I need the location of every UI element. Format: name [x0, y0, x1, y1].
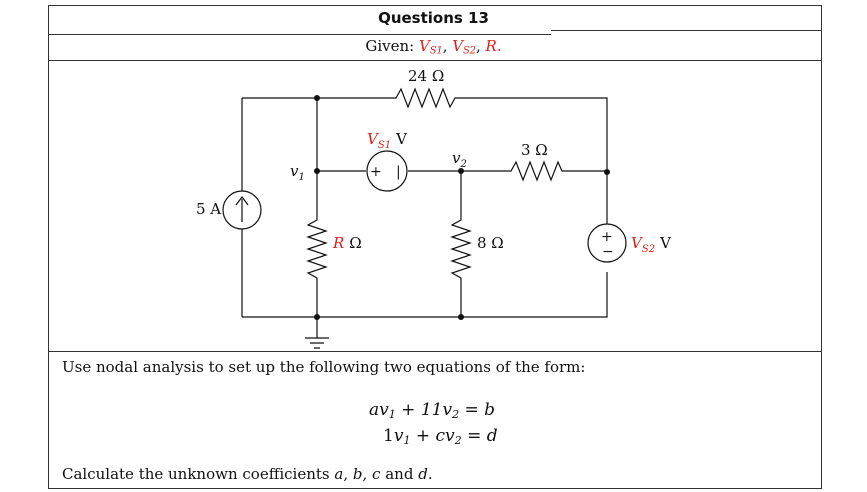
- title-divider-right: [551, 30, 822, 31]
- resistor-r: [308, 216, 326, 284]
- var-a: a: [334, 465, 344, 483]
- instruction-text: Use nodal analysis to set up the following two equations of the form:: [62, 358, 586, 376]
- vs1-minus: |: [396, 164, 401, 180]
- resistor-24ohm: [317, 89, 458, 107]
- calculate-text: [62, 465, 433, 483]
- question-title: Questions 13: [378, 9, 489, 27]
- label-node-v2: $v_2$: [452, 149, 467, 170]
- calc-prefix: Calculate the unknown coefficients: [62, 465, 335, 483]
- node-dot: [314, 95, 320, 101]
- wire-top-right: [458, 98, 607, 172]
- resistor-3ohm: [507, 162, 565, 180]
- given-r: R: [485, 37, 497, 55]
- given-separator: ,: [476, 37, 486, 55]
- title-divider: [48, 34, 551, 35]
- var-d: d: [418, 465, 428, 483]
- equation-1: $av_1 + 11v_2 = b$: [369, 400, 496, 421]
- resistor-8ohm: [452, 216, 470, 284]
- calc-and: and: [380, 465, 419, 483]
- node-dot: [314, 314, 320, 320]
- node-dot: [314, 168, 320, 174]
- label-24ohm: 24 Ω: [408, 67, 445, 85]
- vs2-minus: −: [602, 244, 614, 260]
- vs2-plus: +: [601, 229, 613, 245]
- node-dot: [604, 169, 610, 175]
- given-separator: ,: [442, 37, 453, 55]
- given-prefix: Given:: [365, 37, 419, 55]
- label-node-v1: $v_1$: [290, 162, 305, 183]
- label-5a: 5 A: [196, 200, 222, 218]
- calc-sep: ,: [343, 465, 353, 483]
- ground-icon: [305, 338, 329, 348]
- var-c: c: [372, 465, 381, 483]
- label-vs2: $V_{S2}$ V: [631, 234, 671, 255]
- circuit-diagram: [0, 60, 867, 350]
- given-vs2: $V_{S2}$: [452, 37, 476, 57]
- var-b: b: [352, 465, 363, 483]
- vs1-plus: +: [370, 164, 382, 180]
- calc-sep: ,: [362, 465, 373, 483]
- given-end: .: [496, 37, 502, 55]
- equation-2: $1v_1 + cv_2 = d$: [383, 426, 498, 447]
- circuit-divider: [48, 351, 822, 352]
- node-dot: [458, 314, 464, 320]
- given-vs1: $V_{S1}$: [418, 37, 443, 57]
- label-r: R Ω: [333, 234, 362, 252]
- label-8ohm: 8 Ω: [477, 234, 504, 252]
- label-vs1: $V_{S1}$ V: [367, 130, 407, 151]
- wire-bottom: [242, 272, 607, 317]
- label-3ohm: 3 Ω: [521, 141, 548, 159]
- given-line: [0, 37, 867, 56]
- calc-end: .: [427, 465, 433, 483]
